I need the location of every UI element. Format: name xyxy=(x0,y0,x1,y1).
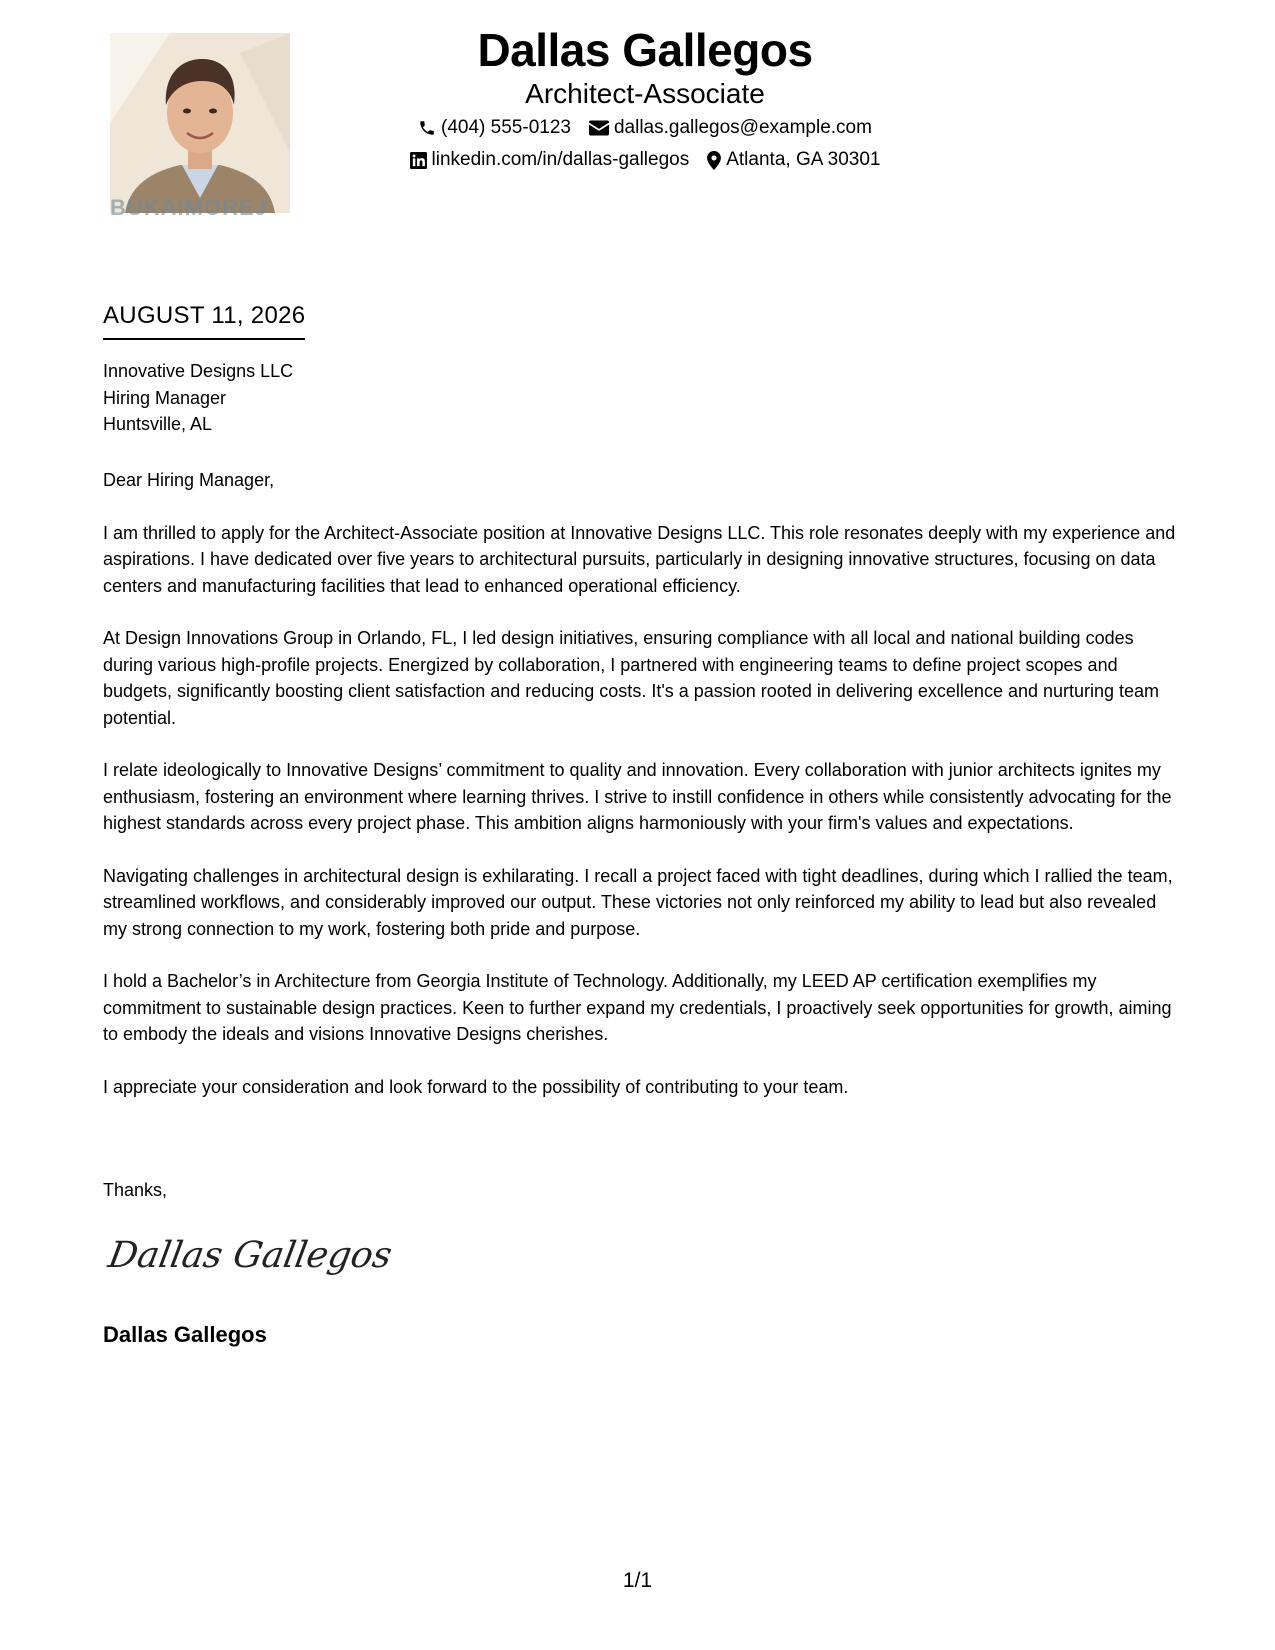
linkedin-contact[interactable] xyxy=(410,144,690,176)
recipient-attention: Hiring Manager xyxy=(103,387,227,408)
signer-name: Dallas Gallegos xyxy=(103,1322,267,1347)
handwritten-signature xyxy=(105,1227,396,1292)
photo-watermark xyxy=(110,195,290,220)
body-paragraph: I relate ideologically to Innovative Designs’ commitment to quality and innovation. Every collaboration with junior architects ignites my enthusiasm, fostering an environment where learning thrives. I strive to instill confidence in others while consistently advocating for the highest standards across every project phase. This ambition aligns harmoniously with your firm's values and expectations. xyxy=(103,760,1172,833)
map-pin-icon xyxy=(707,151,721,170)
envelope-icon xyxy=(589,120,609,136)
body-paragraph: I appreciate your consideration and look forward to the possibility of contributing to your team. xyxy=(103,1076,849,1097)
profile-photo xyxy=(110,33,290,213)
linkedin-icon xyxy=(410,152,427,169)
page-indicator: 1/1 xyxy=(622,1569,653,1592)
contact-line-2 xyxy=(330,144,960,176)
email-contact[interactable] xyxy=(589,112,872,144)
body-paragraph: Navigating challenges in architectural design is exhilarating. I recall a project faced with tight deadlines, during which I rallied the team, streamlined workflows, and considerably improved our output. These victories not only reinforced my ability to lead but also revealed my strong connection to my work, fostering both pride and purpose. xyxy=(103,865,1173,939)
salutation: Dear Hiring Manager, xyxy=(103,470,275,490)
applicant-name: Dallas Gallegos xyxy=(477,24,813,76)
phone-text: (404) 555-0123 xyxy=(441,117,571,138)
location-text: Atlanta, GA 30301 xyxy=(726,149,881,170)
applicant-title: Architect-Associate xyxy=(525,78,765,109)
recipient-block xyxy=(103,358,293,438)
phone-contact[interactable] xyxy=(418,112,571,144)
contact-line-1 xyxy=(330,112,960,144)
letterhead xyxy=(330,18,960,176)
letter-date: AUGUST 11, 2026 xyxy=(103,298,305,340)
photo-watermark-text: BUKAIMOREJ xyxy=(110,195,268,220)
body-paragraph: I hold a Bachelor’s in Architecture from Georgia Institute of Technology. Additionally, my LEED AP certification exemplifies my commitment to sustainable design practices. Keen to further expand my credentials, I proactively seek opportunities for growth, aiming to embody the ideals and visions Innovative Designs cherishes. xyxy=(103,971,1172,1044)
body-paragraph: At Design Innovations Group in Orlando, FL, I led design initiatives, ensuring compliance with all local and national building codes during various high-profile projects. Energized by collaboration, I partnered with engineering teams to define project scopes and budgets, significantly boosting client satisfaction and reducing costs. It's a passion rooted in delivering excellence and nurturing team potential. xyxy=(103,628,1160,728)
recipient-company: Innovative Designs LLC xyxy=(103,361,294,381)
body-paragraph: I am thrilled to apply for the Architect-Associate position at Innovative Designs LLC. This role resonates deeply with my experience and aspirations. I have dedicated over five years to architectural pursuits, particularly in designing innovative structures, focusing on data centers and manufacturing facilities that lead to enhanced operational efficiency. xyxy=(103,522,1176,596)
letter-body xyxy=(103,467,1183,1126)
closing: Thanks, xyxy=(103,1180,168,1200)
recipient-location: Huntsville, AL xyxy=(103,414,213,434)
email-text: dallas.gallegos@example.com xyxy=(613,117,872,138)
svg-text:Dallas Gallegos: Dallas Gallegos xyxy=(105,1233,396,1276)
linkedin-text: linkedin.com/in/dallas-gallegos xyxy=(431,149,690,170)
location-contact xyxy=(707,144,880,176)
phone-icon xyxy=(418,119,436,137)
